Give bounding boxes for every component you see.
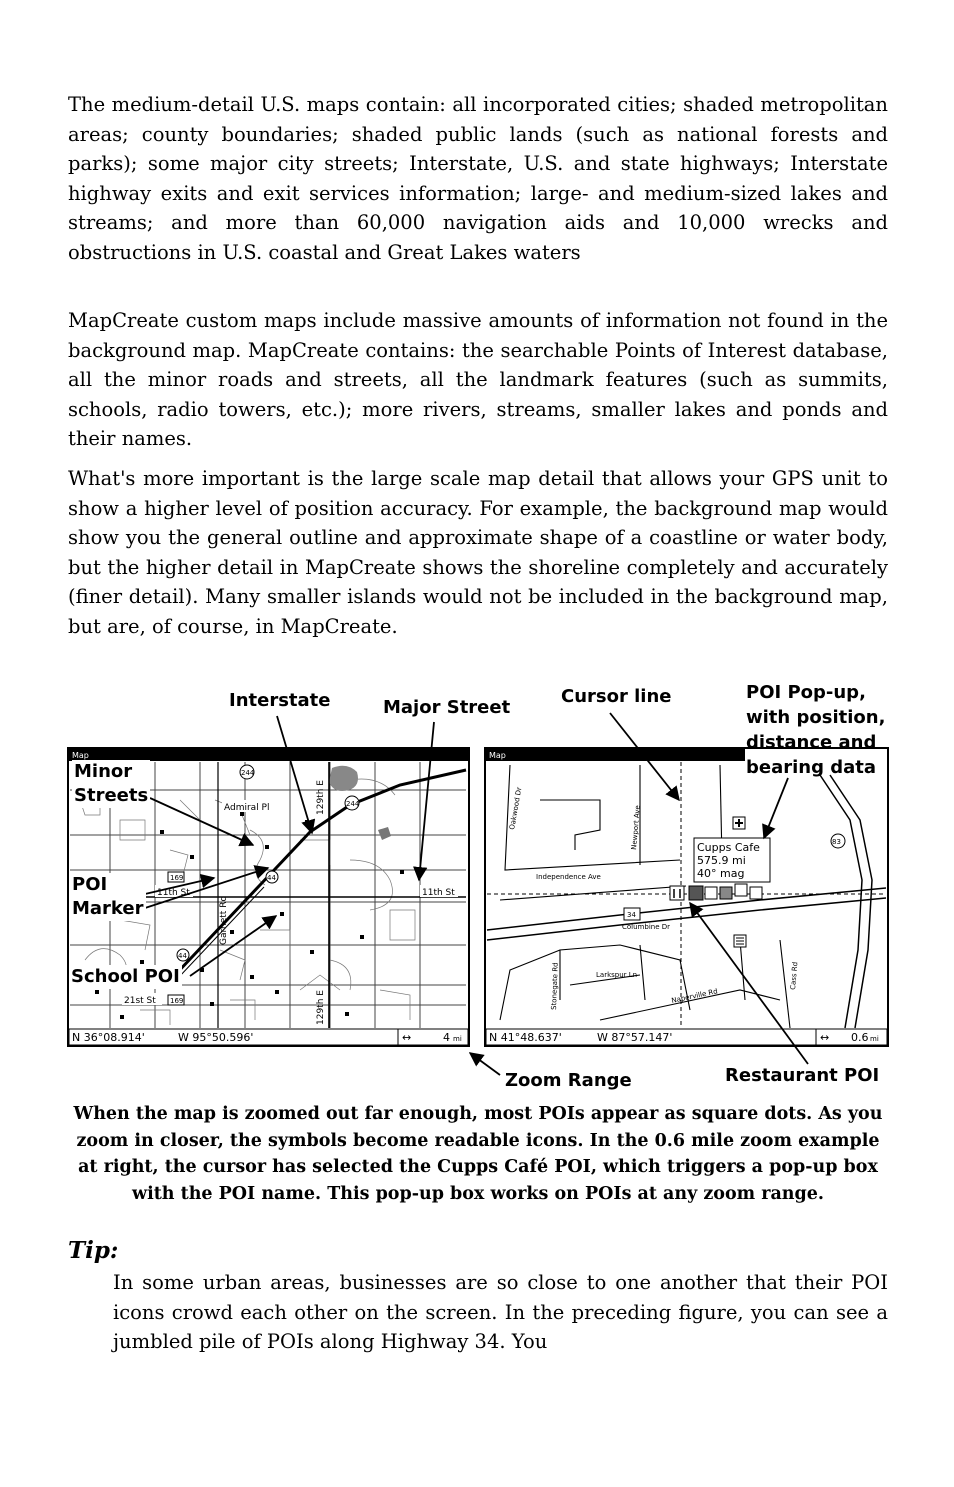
left-label-11th-a: 11th St [157, 888, 190, 898]
callout-school-poi: School POI [71, 966, 180, 987]
left-shield-44a: 44 [267, 874, 276, 882]
left-label-129th-a: 129th E [316, 780, 326, 815]
right-shield-34: 34 [627, 911, 636, 919]
callout-zoom-range: Zoom Range [505, 1070, 632, 1091]
right-label-larkspur: Larkspur Ln [596, 971, 638, 979]
left-shield-244b: 244 [346, 800, 360, 808]
tip-body: In some urban areas, businesses are so close to one another that their POI icons crowd each other on the screen. In the preceding figure, you can see a jumbled pile of POIs along Highway 34. You [113, 1271, 888, 1354]
right-zoom-value: 0.6 [851, 1031, 869, 1044]
right-label-stonegate: Stonegate Rd [550, 962, 560, 1011]
callout-poi-popup-line2: with position, [746, 707, 886, 728]
callout-poi-popup-line1: POI Pop-up, [746, 682, 866, 703]
callout-major-street: Major Street [383, 697, 511, 718]
left-zoom-unit: mi [453, 1035, 462, 1043]
right-label-oakwood: Oakwood Dr [508, 786, 524, 831]
left-map-title: Map [72, 751, 89, 760]
callout-poi-marker [70, 873, 146, 921]
callout-minor-streets-line2: Streets [74, 785, 149, 806]
paragraph-mapcreate: MapCreate custom maps include massive amounts of information not found in the background map. MapCreate contains: the searchable Points of Interest database, all the minor roads and streets, all the landmark features (such as summits, schools, radio towers, etc.); more rivers, streams, smaller lakes and ponds and their names. [68, 309, 888, 451]
callout-poi-popup-line3: distance and [746, 732, 877, 753]
left-status-lat: N 36°08.914' [72, 1031, 145, 1044]
right-status-lat: N 41°48.637' [489, 1031, 562, 1044]
right-label-cass: Cass Rd [789, 961, 800, 991]
callout-poi-marker-line1: POI [72, 874, 108, 895]
paragraph-accuracy: What's more important is the large scale map detail that allows your GPS unit to show a higher level of position accuracy. For example, the background map would show you the general outline and approximate shape of a coastline or water body, but the higher detail in MapCreate shows the shoreline completely and accurately (finer detail). Many smaller islands would not be included in the background map, but are, of course, in MapCreate. [68, 467, 888, 638]
callout-poi-popup-line4: bearing data [746, 757, 877, 778]
figure-caption: When the map is zoomed out far enough, most POIs appear as square dots. As you zoom in closer, the symbols become readable icons. In the 0.6 mile zoom example at right, the cursor has selected the Cupps Café POI, which triggers a pop-up box with the POI name. This pop-up box works on POIs at any zoom range. [73, 1104, 883, 1204]
tip-heading: Tip: [68, 1237, 119, 1264]
left-status-lon: W 95°50.596' [178, 1031, 254, 1044]
left-shield-169b: 169 [170, 997, 184, 1005]
right-status-lon: W 87°57.147' [597, 1031, 673, 1044]
right-label-columbine: Columbine Dr [622, 923, 670, 931]
popup-distance: 575.9 mi [697, 854, 746, 867]
right-map [485, 748, 888, 1046]
left-zoom-value: 4 [443, 1031, 450, 1044]
left-shield-44b: 44 [178, 952, 187, 960]
right-map-title: Map [489, 751, 506, 760]
callout-interstate: Interstate [229, 690, 331, 711]
right-label-independence: Independence Ave [536, 873, 601, 881]
left-label-admiral: Admiral Pl [224, 803, 270, 813]
left-shield-169a: 169 [170, 874, 184, 882]
left-label-11th-b: 11th St [422, 888, 455, 898]
right-label-naperville: Naperville Rd [670, 987, 719, 1005]
right-zoom-unit: mi [870, 1035, 879, 1043]
left-label-129th-b: 129th E [316, 990, 326, 1025]
popup-name: Cupps Cafe [697, 841, 760, 854]
right-zoom-arrow-icon: ↔ [820, 1031, 830, 1044]
callout-poi-marker-line2: Marker [72, 898, 144, 919]
callout-minor-streets-line1: Minor [74, 761, 133, 782]
callout-poi-popup [746, 680, 885, 780]
right-label-newport: Newport Ave [630, 804, 642, 851]
callout-cursor-line: Cursor line [561, 686, 672, 707]
right-shield-83: 83 [832, 838, 841, 846]
left-shield-244a: 244 [241, 769, 255, 777]
left-label-garnett: Garnett Rd [219, 895, 229, 945]
popup-bearing: 40° mag [697, 867, 745, 880]
callout-minor-streets [72, 760, 150, 808]
paragraph-medium-detail: The medium-detail U.S. maps contain: all incorporated cities; shaded metropolitan areas; county boundaries; shaded public lands (such as national forests and parks); some major city streets; Interstate, U.S. and state highways; Interstate highway exits and exit services information; large- and medium-sized lakes and streams; and more than 60,000 navigation aids and 10,000 wrecks and obstructions in U.S. coastal and Great Lakes waters [68, 93, 888, 264]
callout-restaurant-poi: Restaurant POI [725, 1065, 880, 1086]
left-label-21st: 21st St [124, 996, 156, 1006]
left-zoom-arrow-icon: ↔ [402, 1031, 412, 1044]
